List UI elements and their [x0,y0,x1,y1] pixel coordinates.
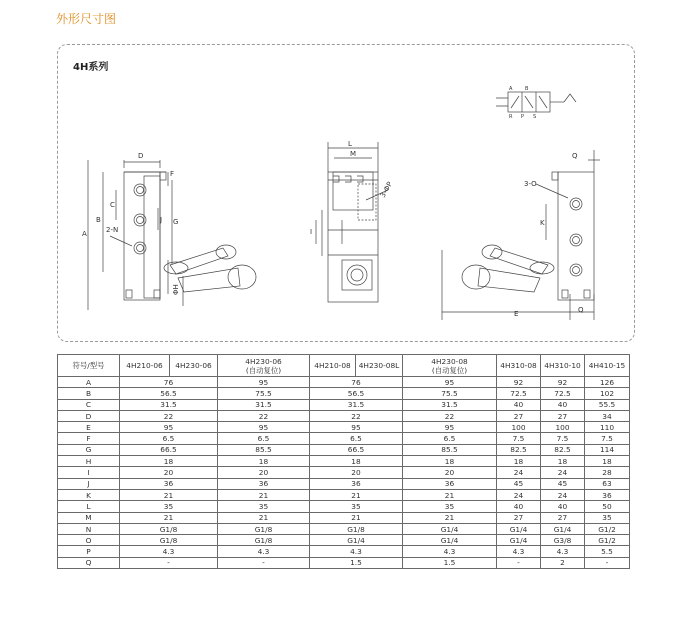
table-cell: - [218,557,310,568]
table-cell: 75.5 [403,388,497,399]
table-row [58,388,630,399]
table-cell: 21 [310,512,403,523]
table-cell: 4.3 [403,546,497,557]
spec-table [57,354,630,569]
table-cell: 56.5 [310,388,403,399]
table-cell: 6.5 [310,433,403,444]
svg-text:R: R [509,114,513,120]
table-cell: G1/4 [497,535,541,546]
svg-text:ΦH: ΦH [172,284,180,295]
table-cell: 20 [403,467,497,478]
table-cell: 31.5 [403,399,497,410]
table-header-row [58,355,630,377]
row-symbol: M [58,512,120,523]
table-row [58,523,630,534]
table-cell: G1/8 [120,523,218,534]
table-cell: 92 [541,377,585,388]
header-model: 4H210-06 [120,355,170,377]
row-symbol: F [58,433,120,444]
svg-text:E: E [514,310,519,318]
table-cell: 18 [218,456,310,467]
row-symbol: O [58,535,120,546]
table-cell: 95 [310,422,403,433]
table-cell: 31.5 [218,399,310,410]
table-cell: 85.5 [218,444,310,455]
table-cell: 114 [585,444,630,455]
table-cell: 21 [120,512,218,523]
table-cell: 27 [541,410,585,421]
table-cell: 22 [120,410,218,421]
table-cell: G1/8 [310,523,403,534]
table-cell: 21 [120,489,218,500]
row-symbol: N [58,523,120,534]
table-cell: 18 [310,456,403,467]
table-cell: G1/4 [310,535,403,546]
table-cell: G3/8 [541,535,585,546]
table-row [58,501,630,512]
table-cell: 35 [120,501,218,512]
header-model: 4H230-06 [170,355,218,377]
table-cell: 50 [585,501,630,512]
table-cell: 27 [497,512,541,523]
table-cell: 7.5 [541,433,585,444]
header-model: 4H310-08 [497,355,541,377]
table-row [58,489,630,500]
row-symbol: H [58,456,120,467]
table-cell: 21 [403,512,497,523]
table-cell: 35 [403,501,497,512]
svg-text:S: S [533,114,537,120]
table-cell: 36 [585,489,630,500]
table-cell: 4.3 [497,546,541,557]
table-cell: 36 [310,478,403,489]
table-cell: - [120,557,218,568]
table-cell: G1/2 [585,523,630,534]
table-row [58,557,630,568]
table-cell: G1/4 [541,523,585,534]
table-cell: 40 [541,399,585,410]
table-cell: 5.5 [585,546,630,557]
section-title: 外形尺寸图 [56,12,117,26]
svg-text:3-O: 3-O [524,180,537,188]
table-cell: 27 [497,410,541,421]
table-cell: 6.5 [403,433,497,444]
svg-text:B: B [96,216,101,224]
table-cell: 22 [310,410,403,421]
table-cell: 20 [120,467,218,478]
table-cell: 21 [218,512,310,523]
table-cell: 82.5 [497,444,541,455]
table-cell: 56.5 [120,388,218,399]
svg-text:C: C [110,201,115,209]
table-cell: 110 [585,422,630,433]
header-model: 4H210-08 [310,355,356,377]
table-cell: 66.5 [120,444,218,455]
table-cell: 76 [120,377,218,388]
svg-text:F: F [170,170,175,178]
table-cell: 4.3 [218,546,310,557]
table-cell: 85.5 [403,444,497,455]
table-cell: 1.5 [310,557,403,568]
series-title: 4H系列 [73,62,109,73]
table-cell: G1/8 [120,535,218,546]
table-cell: 66.5 [310,444,403,455]
table-cell: 6.5 [120,433,218,444]
table-cell: 36 [120,478,218,489]
table-cell: 36 [218,478,310,489]
table-cell: 45 [497,478,541,489]
table-row [58,456,630,467]
table-cell: G1/4 [403,535,497,546]
row-symbol: P [58,546,120,557]
table-cell: 95 [403,377,497,388]
table-cell: 28 [585,467,630,478]
table-cell: 35 [310,501,403,512]
table-cell: 31.5 [120,399,218,410]
dimension-drawing [58,80,632,320]
row-symbol: L [58,501,120,512]
table-cell: 72.5 [541,388,585,399]
svg-text:A: A [509,86,513,92]
table-cell: 126 [585,377,630,388]
header-model: 4H230-08 (自动复位) [403,355,497,377]
row-symbol: I [58,467,120,478]
svg-text:Q: Q [578,306,584,314]
table-cell: G1/4 [497,523,541,534]
table-cell: 35 [585,512,630,523]
header-model: 4H410-15 [585,355,630,377]
svg-text:G: G [173,218,179,226]
table-cell: G1/8 [218,535,310,546]
svg-text:P: P [521,114,525,120]
svg-text:2-N: 2-N [106,226,119,234]
svg-text:L: L [348,140,352,148]
table-cell: 24 [497,489,541,500]
table-row [58,422,630,433]
svg-text:Q: Q [572,152,578,160]
table-cell: 95 [403,422,497,433]
table-cell: 31.5 [310,399,403,410]
table-row [58,444,630,455]
table-cell: 95 [218,377,310,388]
table-row [58,467,630,478]
table-cell: 18 [585,456,630,467]
row-symbol: Q [58,557,120,568]
table-row [58,546,630,557]
table-cell: 92 [497,377,541,388]
svg-text:B: B [525,86,529,92]
table-cell: 24 [541,467,585,478]
header-model: 4H230-08L [356,355,403,377]
table-cell: 20 [310,467,403,478]
svg-text:I: I [310,228,313,236]
table-cell: 7.5 [585,433,630,444]
table-row [58,377,630,388]
table-cell: 40 [497,399,541,410]
table-cell: 35 [218,501,310,512]
table-cell: 82.5 [541,444,585,455]
table-row [58,399,630,410]
table-cell: 63 [585,478,630,489]
svg-text:D: D [138,152,144,160]
header-model: 4H230-06 (自动复位) [218,355,310,377]
table-cell: 45 [541,478,585,489]
table-cell: 18 [403,456,497,467]
row-symbol: K [58,489,120,500]
table-row [58,535,630,546]
table-cell: - [585,557,630,568]
table-cell: 24 [541,489,585,500]
table-row [58,478,630,489]
table-cell: 18 [497,456,541,467]
table-cell: 22 [403,410,497,421]
table-cell: 20 [218,467,310,478]
table-cell: 4.3 [541,546,585,557]
header-model: 4H310-10 [541,355,585,377]
table-cell: 100 [541,422,585,433]
table-cell: 72.5 [497,388,541,399]
table-cell: 6.5 [218,433,310,444]
table-cell: G1/2 [585,535,630,546]
row-symbol: E [58,422,120,433]
table-cell: 40 [497,501,541,512]
table-cell: 22 [218,410,310,421]
table-cell: 95 [120,422,218,433]
table-cell: 18 [541,456,585,467]
table-cell: 102 [585,388,630,399]
table-cell: 4.3 [310,546,403,557]
svg-text:M: M [350,150,357,158]
table-cell: 55.5 [585,399,630,410]
row-symbol: A [58,377,120,388]
table-row [58,433,630,444]
table-cell: 21 [218,489,310,500]
table-cell: 18 [120,456,218,467]
table-cell: 27 [541,512,585,523]
table-cell: 7.5 [497,433,541,444]
table-cell: 21 [403,489,497,500]
table-cell: - [497,557,541,568]
table-cell: 95 [218,422,310,433]
table-cell: 1.5 [403,557,497,568]
table-cell: 4.3 [120,546,218,557]
table-row [58,410,630,421]
table-cell: 76 [310,377,403,388]
table-cell: 40 [541,501,585,512]
row-symbol: C [58,399,120,410]
table-cell: G1/4 [403,523,497,534]
table-cell: 100 [497,422,541,433]
table-cell: 24 [497,467,541,478]
table-cell: 2 [541,557,585,568]
table-cell: 21 [310,489,403,500]
svg-text:J: J [160,216,163,224]
header-symbol-model: 符号/型号 [58,355,120,377]
table-cell: 75.5 [218,388,310,399]
svg-text:A: A [82,230,87,238]
svg-text:K: K [540,219,545,227]
row-symbol: G [58,444,120,455]
row-symbol: B [58,388,120,399]
table-cell: G1/8 [218,523,310,534]
table-cell: 36 [403,478,497,489]
row-symbol: J [58,478,120,489]
svg-text:3-ΦP: 3-ΦP [378,180,395,199]
row-symbol: D [58,410,120,421]
table-cell: 34 [585,410,630,421]
table-row [58,512,630,523]
